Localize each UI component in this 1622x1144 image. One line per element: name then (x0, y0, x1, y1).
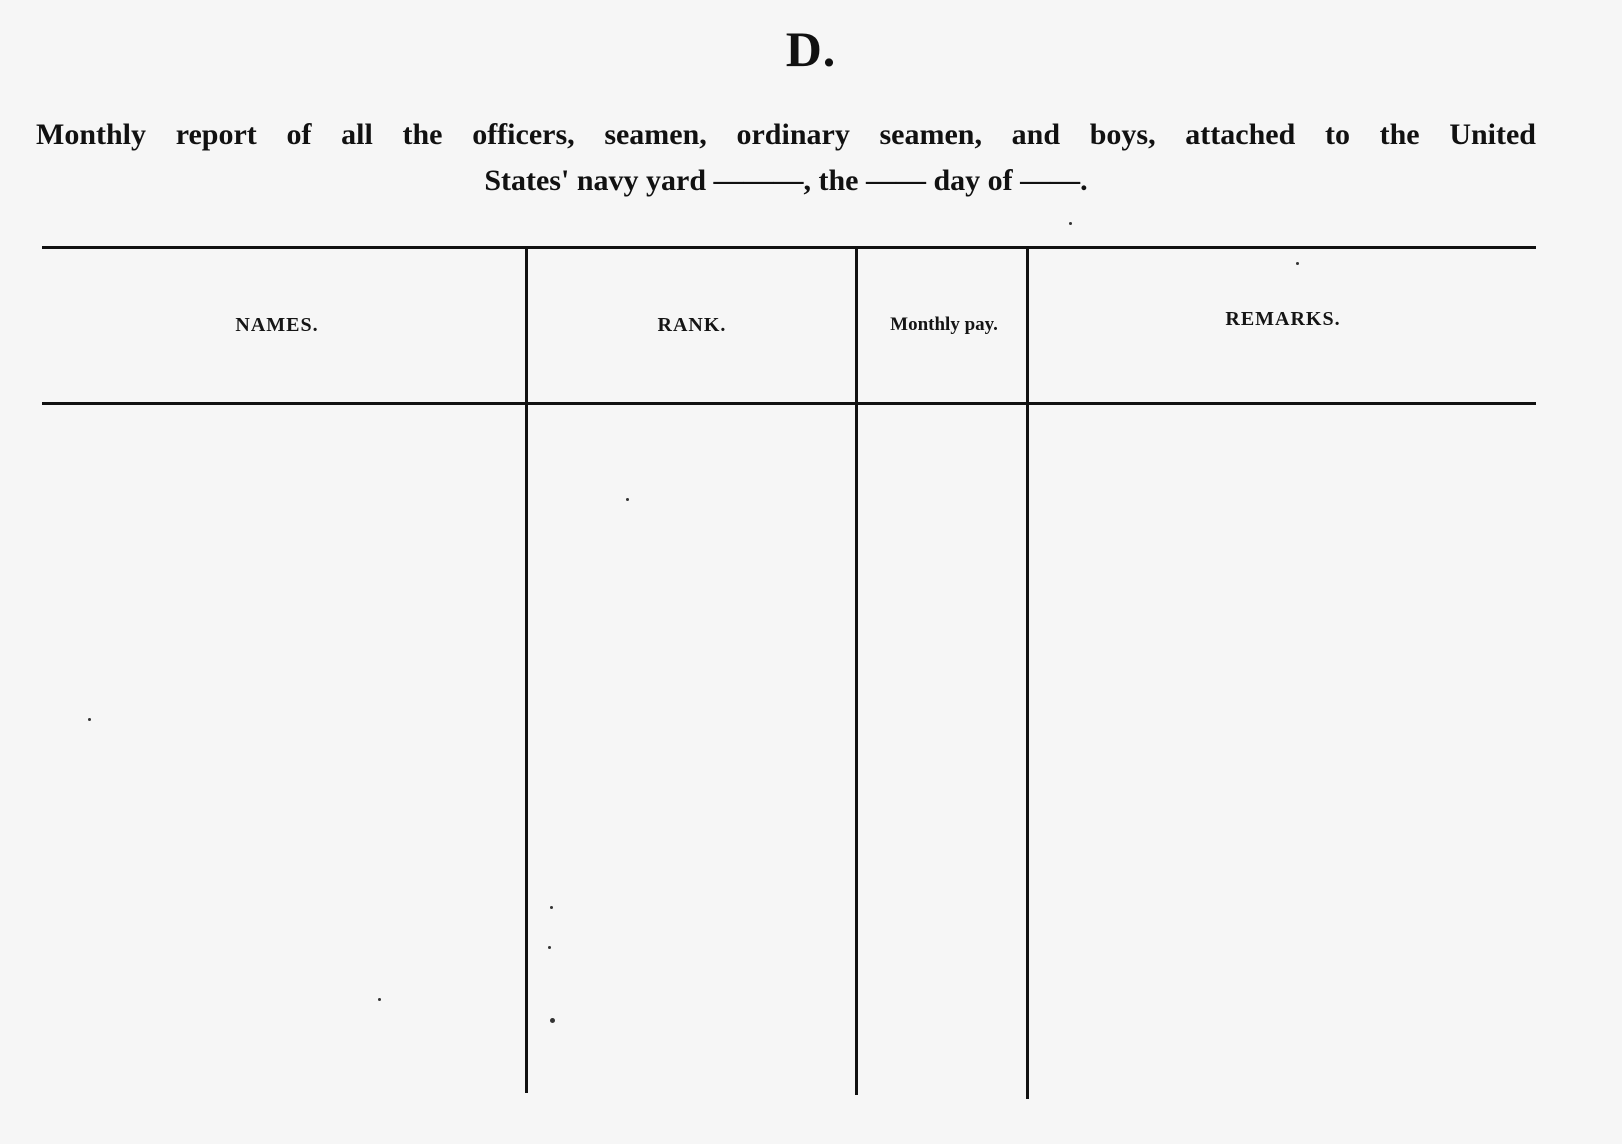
header-bottom-rule (42, 402, 1536, 405)
column-header-remarks: REMARKS. (1225, 308, 1341, 330)
column-divider-2 (855, 246, 858, 1095)
column-divider-3 (1026, 246, 1029, 1099)
document-title (36, 112, 1536, 204)
print-speck (1296, 262, 1299, 265)
print-speck (1069, 222, 1072, 225)
column-header-monthly-pay: Monthly pay. (890, 314, 998, 335)
table-top-rule (42, 246, 1536, 249)
print-speck (626, 498, 629, 501)
column-header-names: NAMES. (235, 314, 319, 336)
title-line-2: States' navy yard ———, the —— day of ——. (484, 164, 1088, 197)
column-header-rank: RANK. (657, 314, 727, 336)
print-speck (550, 906, 553, 909)
print-speck (88, 718, 91, 721)
column-divider-1 (525, 246, 528, 1093)
document-heading: D. (785, 21, 837, 77)
title-line-1: Monthly report of all the officers, seamen, ordinary seamen, and boys, attached to the United (36, 118, 1536, 151)
print-speck (548, 946, 551, 949)
print-speck (378, 998, 381, 1001)
print-speck (550, 1018, 555, 1023)
